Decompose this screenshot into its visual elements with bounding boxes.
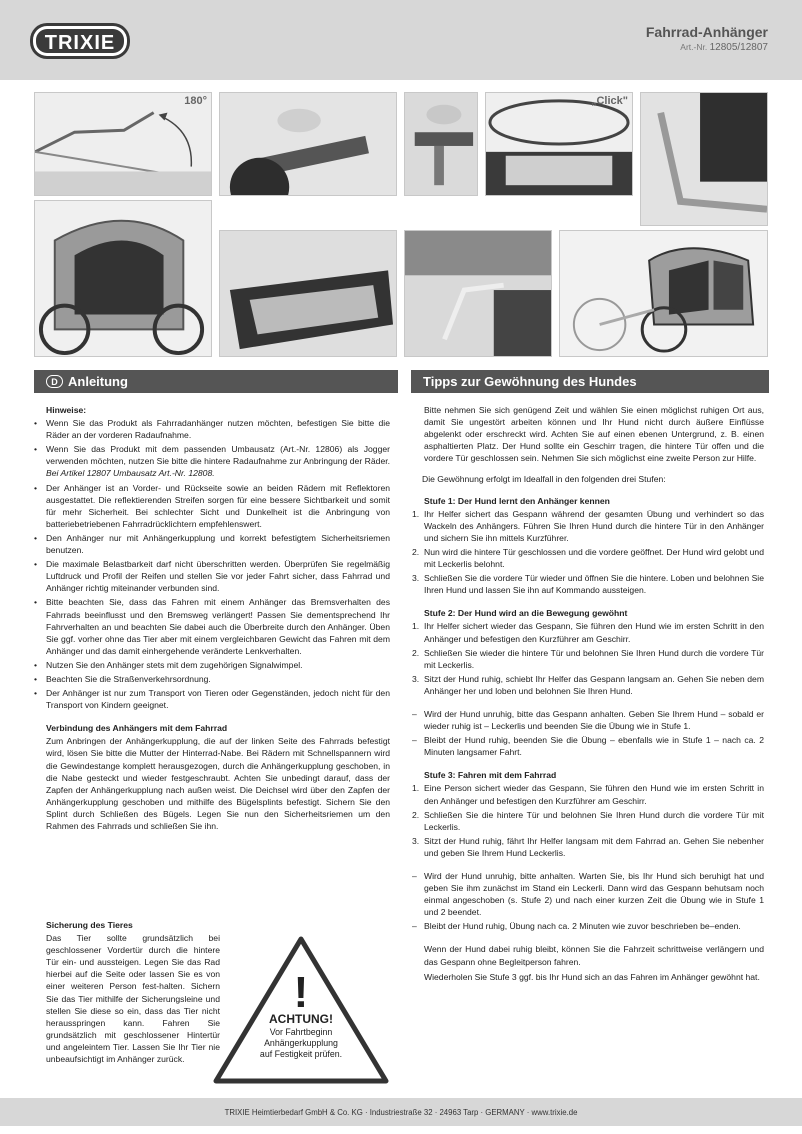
- list-item: 3. Sitzt der Hund ruhig, schiebt Ihr Helfer das Gespann langsam an. Gehen Sie neben dem Anhänger her und loben und belohnen Sie Ihren Hund.: [412, 673, 764, 696]
- stufe3-notes: [412, 870, 764, 932]
- list-item: • Beachten Sie die Straßenverkehrsordnung.: [34, 673, 390, 685]
- photo-wheel-mount: [219, 92, 397, 196]
- list-item: [34, 443, 390, 479]
- label-click: „Click": [590, 95, 628, 107]
- warning-body: [212, 1027, 390, 1060]
- sicherung-heading: Sicherung des Tieres: [46, 920, 133, 930]
- list-item: 2. Schließen Sie die hintere Tür und belohnen Sie Ihren Hund durch die vordere Tür mit Leckerlis.: [412, 809, 764, 832]
- list-item: 3. Sitzt der Hund ruhig, fährt Ihr Helfer langsam mit dem Fahrrad an. Gehen Sie nebenher und geben Sie Ihrem Hund Leckerlis.: [412, 835, 764, 858]
- photo-trailer-complete: [559, 230, 768, 357]
- label-180: 180°: [184, 95, 207, 107]
- list-item: • Wenn Sie das Produkt als Fahrradanhänger nutzen möchten, befestigen Sie bitte die Räder an der vorderen Radaufnahme.: [34, 417, 390, 441]
- page-footer: [0, 1098, 802, 1126]
- list-item: • Bitte beachten Sie, dass das Fahren mit einem Anhänger das Bremsverhalten des Fahrrads beeinflusst und den Bremsweg verlängert! Passen Sie dementsprechend Ihr Fahrverhalten an und beachten Sie dabei auch die Überbreite durch den Anhänger. Üben Sie ggf. vorher ohne das Tier aber mit einem vergleichbaren Gewicht das Fahren mit dem Anhänger und das damit einhergehende veränderte Lenkverhalten.: [34, 596, 390, 656]
- page-header: [0, 0, 802, 80]
- stufe2-heading: Stufe 2: Der Hund wird an die Bewegung gewöhnt: [424, 608, 628, 619]
- list-item-text: Wenn Sie das Produkt mit dem passenden Umbausatz (Art.-Nr. 12806) als Jogger verwenden möchten, nutzen Sie bitte die hintere Radaufnahme zur Anbringung der Räder.: [46, 444, 390, 467]
- article-prefix: Art.-Nr.: [680, 42, 708, 52]
- list-item: 1. Ihr Helfer sichert das Gespann während der gesamten Übung und verhindert so das Wackeln des Anhängers. Führen Sie Ihren Hund durch die hintere Tür in den Anhänger und sichern Sie ihn mittels Kurzführer.: [412, 508, 764, 543]
- list-item: 1. Ihr Helfer sichert wieder das Gespann, Sie führen den Hund wie im ersten Schritt in den Anhänger und befestigen den Kurzführer am Geschirr.: [412, 621, 764, 644]
- stufe3-list: [412, 782, 764, 859]
- list-item: – Wird der Hund unruhig, bitte das Gespann anhalten. Geben Sie Ihrem Hund – sobald er wieder ruhig ist – Leckerlis und beenden Sie die Übung wie in Stufe 1.: [412, 708, 764, 732]
- photo-axle-insert: [404, 92, 478, 196]
- photo-trailer-frame-open: [34, 200, 212, 357]
- section-bar-anleitung: [34, 370, 398, 393]
- warning-triangle-icon: [212, 935, 390, 1085]
- article-values: 12805/12807: [709, 42, 768, 53]
- trixie-logo: [28, 20, 132, 62]
- photo-wheel-rotation: [34, 92, 212, 196]
- left-column: [34, 404, 390, 832]
- photo-click-wheel: [485, 92, 633, 196]
- stufe3-heading: Stufe 3: Fahren mit dem Fahrrad: [424, 770, 557, 781]
- hinweise-heading: Hinweise:: [46, 405, 87, 415]
- list-item: 1. Eine Person sichert wieder das Gespann, Sie führen den Hund wie im ersten Schritt in den Anhänger und befestigen den Kurzführer am Geschirr.: [412, 783, 764, 806]
- warning-line: Anhängerkupplung: [264, 1038, 338, 1048]
- tipps-intro: Bitte nehmen Sie sich genügend Zeit und wählen Sie einen möglichst ruhigen Ort aus, damit Sie ungestört arbeiten können und Ihr Hund nicht durch äußere Einflüsse abgelenkt oder erschreckt wird. Achten Sie auf einen ebenen Untergrund, z. B. einen asphaltierten Platz. Der Hund sollte ein Geschirr tragen, die hintere Tür offen und die vordere Tür geschlossen sein. Nehmen Sie sich möglichst eine zweite Person zur Hilfe.: [424, 405, 764, 464]
- list-item: • Der Anhänger ist an Vorder- und Rückseite sowie an beiden Rädern mit Reflektoren ausgestattet. Die reflektierenden Streifen sorgen für eine bessere Sichtbarkeit und somit für mehr Sicherheit. Bei schlechter Sicht und Dunkelheit ist die Anbringung von batteriebetriebenen Fahrradrücklichtern empfehlenswert.: [34, 482, 390, 530]
- list-item: – Bleibt der Hund ruhig, beenden Sie die Übung – ebenfalls wie in Stufe 1 – nach ca. 2 Minuten langsamer Fahrt.: [412, 734, 764, 758]
- list-item: – Wird der Hund unruhig, bitte anhalten. Warten Sie, bis Ihr Hund sich beruhigt hat und geben Sie ihm zunächst im Stand ein Leckerli. Dann wird das Gespann behutsam noch einmal angeschoben (s. Stufe 2) und nach einer kurzen Zeit die Übung wie in Stufe 1 und 2 beendet.: [412, 870, 764, 918]
- warning-symbol: !: [293, 968, 309, 1017]
- logo-text: TRIXIE: [44, 32, 116, 54]
- photo-attach-hitch: [404, 230, 552, 357]
- list-item: • Der Anhänger ist nur zum Transport von Tieren oder Gegenständen, jedoch nicht für den Transport von Kindern geeignet.: [34, 687, 390, 711]
- list-item: • Nutzen Sie den Anhänger stets mit dem zugehörigen Signalwimpel.: [34, 659, 390, 671]
- section-title-anleitung: Anleitung: [68, 374, 128, 389]
- sicherung-block: [46, 919, 220, 1065]
- section-bar-tipps: [411, 370, 769, 393]
- stufe2-list: [412, 620, 764, 697]
- warning-title: ACHTUNG!: [269, 1012, 333, 1026]
- outro-text: Wiederholen Sie Stufe 3 ggf. bis Ihr Hund sich an das Fahren im Anhänger gewöhnt hat.: [424, 971, 760, 982]
- list-item: – Bleibt der Hund ruhig, Übung nach ca. 2 Minuten wie zuvor beschrieben be–enden.: [412, 920, 764, 932]
- outro-text: Wenn der Hund dabei ruhig bleibt, können Sie die Fahrzeit schrittweise verlängern und das Gespann ohne Begleitperson fahren.: [424, 944, 764, 967]
- warning-sign: [212, 935, 390, 1085]
- language-badge: D: [46, 375, 63, 388]
- list-item: 2. Schließen Sie wieder die hintere Tür und belohnen Sie Ihren Hund durch die vordere Tür mit Leckerlis.: [412, 647, 764, 670]
- list-item: 2. Nun wird die hintere Tür geschlossen und die vordere geöffnet. Der Hund wird gelobt und mit Leckerlis belohnt.: [412, 546, 764, 570]
- photo-handle-frame: [640, 92, 768, 226]
- stufe2-notes: [412, 708, 764, 758]
- article-number: [680, 42, 768, 53]
- right-column: [412, 404, 764, 983]
- section-title-tipps: Tipps zur Gewöhnung des Hundes: [423, 374, 637, 389]
- verbindung-heading: Verbindung des Anhängers mit dem Fahrrad: [46, 723, 228, 734]
- stages-intro: Die Gewöhnung erfolgt im Idealfall in den folgenden drei Stufen:: [422, 474, 666, 485]
- page-title: Fahrrad-Anhänger: [645, 24, 768, 40]
- hinweise-list: [34, 417, 390, 711]
- list-item: 3. Schließen Sie die vordere Tür wieder und öffnen Sie die hintere. Loben und belohnen Sie Ihren Hund und lassen Sie ihn auf Kommando aussteigen.: [412, 573, 764, 596]
- warning-line: auf Festigkeit prüfen.: [259, 1049, 343, 1059]
- verbindung-text: Zum Anbringen der Anhängerkupplung, die auf der linken Seite des Fahrrads befestigt wird, lösen Sie bitte die Mutter der Hinterrad-Nabe. Bei Rädern mit Schnellspannern wird die Gewindestange komplett herausgezogen, durch die Anhängerkupplung geschoben, in die Nabe gesteckt und wieder festgeschraubt. Achten Sie unbedingt darauf, dass der Zapfen der Anhängerkupplung nach außen weist. Die Deichsel wird über den Zapfen der Anhängerkupplung geschoben und mithilfe des Bügelsplints befestigt. Sichern Sie den Splint durch Schließen des Bügels. Legen Sie nun den Sicherheitsriemen um den Rahmen des Fahrrads und schließen Sie ihn.: [46, 736, 390, 831]
- stufe1-list: [412, 508, 764, 597]
- stufe1-heading: Stufe 1: Der Hund lernt den Anhänger kennen: [424, 495, 610, 506]
- photo-floor-insert: [219, 230, 397, 357]
- list-item-note: Bei Artikel 12807 Umbausatz Art.-Nr. 12808.: [46, 468, 215, 479]
- sicherung-text: Das Tier sollte grundsätzlich bei geschlossener Vordertür durch die hintere Tür ein- und aussteigen. Legen Sie das Rad hierbei auf die Seite oder lassen Sie es von einer weiteren Person fest-halten. Sichern Sie das Tier mithilfe der Sicherungsleine und stellen Sie diese so ein, dass das Tier nicht herausspringen kann. Fahren Sie grundsätzlich mit geschlossener Hintertür und angeleintem Tier. Lassen Sie Ihr Tier nie unbeaufsichtigt im Anhänger zurück.: [46, 933, 220, 1065]
- footer-text: TRIXIE Heimtierbedarf GmbH & Co. KG · Industriestraße 32 · 24963 Tarp · GERMANY · www.trixie.de: [224, 1107, 578, 1117]
- list-item: • Den Anhänger nur mit Anhängerkupplung und korrekt befestigtem Sicherheitsriemen benutzen.: [34, 532, 390, 556]
- list-item: • Die maximale Belastbarkeit darf nicht überschritten werden. Überprüfen Sie regelmäßig Luftdruck und Profil der Reifen und stellen Sie vor jeder Fahrt sicher, dass Fahrrad und Anhänger richtig miteinander verbunden sind.: [34, 558, 390, 594]
- warning-line: Vor Fahrtbeginn: [269, 1027, 333, 1037]
